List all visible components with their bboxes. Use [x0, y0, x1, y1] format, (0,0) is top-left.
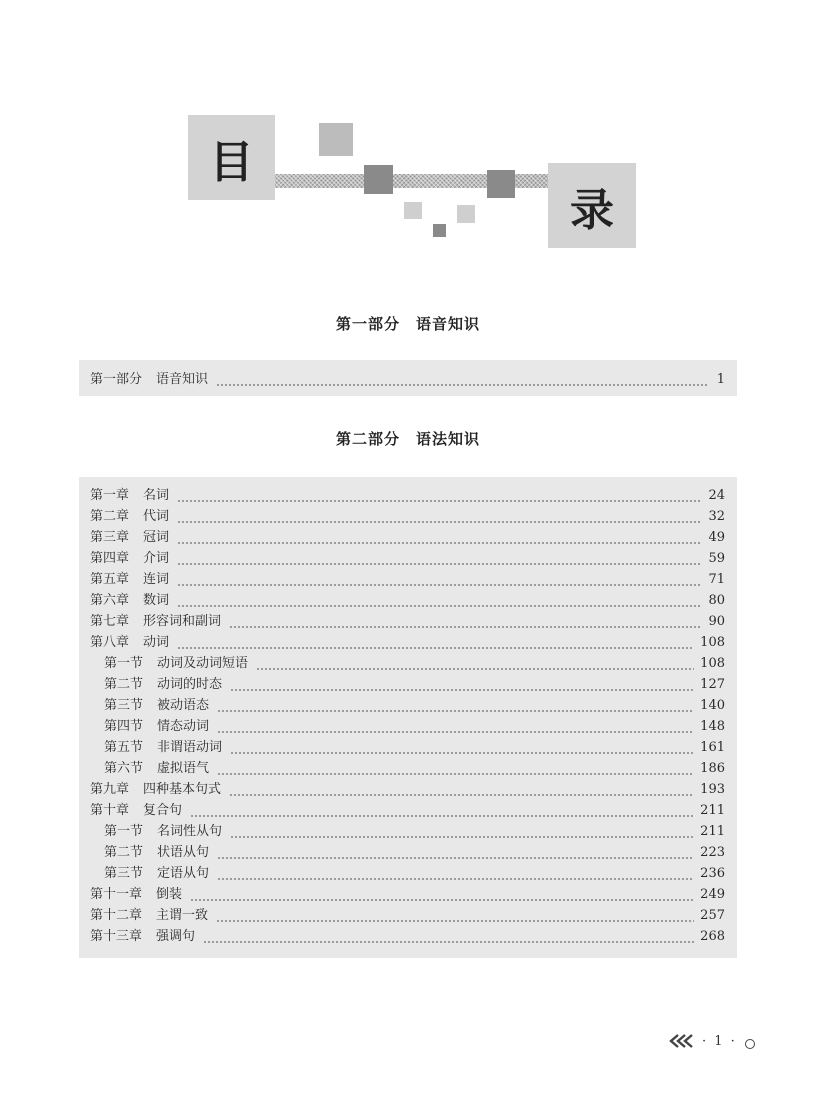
- toc-subentry[interactable]: [79, 695, 737, 716]
- leader-dots: [177, 500, 702, 502]
- toc-entry-page: 193: [700, 782, 725, 797]
- toc-entry-page: 127: [700, 677, 725, 692]
- toc-subentry[interactable]: [79, 653, 737, 674]
- toc-header-graphic: [0, 0, 816, 260]
- toc-entry-title: 介词: [143, 551, 170, 566]
- toc-entry[interactable]: [79, 548, 737, 569]
- leader-dots: [190, 899, 694, 901]
- toc-entry-number: 第一章: [90, 488, 130, 503]
- toc-entry[interactable]: [79, 800, 737, 821]
- toc-entry-page: 257: [700, 908, 725, 923]
- header-char-mu: [188, 115, 275, 200]
- toc-entry-number: 第五章: [90, 572, 130, 587]
- leader-dots: [190, 815, 694, 817]
- decor-square: [433, 224, 446, 237]
- toc-entry-number: 第三节: [104, 866, 144, 881]
- toc-entry-number: 第四章: [90, 551, 130, 566]
- toc-entry-number: 第十章: [90, 803, 130, 818]
- part1-toc-list: [79, 360, 737, 390]
- toc-subentry[interactable]: [79, 863, 737, 884]
- triple-chevron-left-icon: [668, 1034, 698, 1048]
- toc-entry-page: 108: [700, 656, 725, 671]
- toc-subentry[interactable]: [79, 716, 737, 737]
- toc-entry[interactable]: [79, 905, 737, 926]
- leader-dots: [177, 521, 702, 523]
- leader-dots: [177, 563, 702, 565]
- toc-entry-title: 名词: [143, 488, 170, 503]
- toc-entry-page: 49: [708, 530, 725, 545]
- toc-entry-title: 复合句: [143, 803, 183, 818]
- toc-entry-title: 虚拟语气: [157, 761, 210, 776]
- toc-entry-title: 语音知识: [156, 372, 209, 387]
- leader-dots: [217, 731, 694, 733]
- leader-dots: [177, 584, 702, 586]
- leader-dots: [216, 384, 709, 386]
- leader-dots: [216, 920, 694, 922]
- toc-entry-number: 第一节: [104, 656, 144, 671]
- toc-entry-title: 非谓语动词: [157, 740, 223, 755]
- toc-entry-title: 动词及动词短语: [157, 656, 249, 671]
- toc-entry-number: 第三章: [90, 530, 130, 545]
- toc-entry-number: 第一节: [104, 824, 144, 839]
- toc-entry-number: 第一部分: [90, 372, 143, 387]
- decor-square: [457, 205, 475, 223]
- toc-entry-title: 四种基本句式: [143, 782, 222, 797]
- toc-entry-title: 动词的时态: [157, 677, 223, 692]
- circle-icon: [745, 1039, 755, 1049]
- toc-entry-title: 数词: [143, 593, 170, 608]
- toc-entry-title: 倒装: [156, 887, 183, 902]
- part1-toc-box: [79, 360, 737, 396]
- part2-title: 第二部分 语法知识: [335, 430, 480, 448]
- header-char-lu: [548, 163, 636, 248]
- toc-subentry[interactable]: [79, 674, 737, 695]
- toc-entry[interactable]: [79, 779, 737, 800]
- part2-toc-list: [79, 477, 737, 947]
- toc-entry-number: 第十二章: [90, 908, 143, 923]
- toc-subentry[interactable]: [79, 842, 737, 863]
- toc-entry-number: 第三节: [104, 698, 144, 713]
- toc-entry-page: 223: [700, 845, 725, 860]
- toc-entry-number: 第四节: [104, 719, 144, 734]
- toc-entry-page: 140: [700, 698, 725, 713]
- leader-dots: [203, 941, 694, 943]
- leader-dots: [230, 752, 694, 754]
- toc-entry[interactable]: [79, 506, 737, 527]
- toc-entry-page: 148: [700, 719, 725, 734]
- toc-entry-page: 90: [708, 614, 725, 629]
- toc-entry[interactable]: [79, 632, 737, 653]
- leader-dots: [177, 605, 702, 607]
- toc-entry[interactable]: [79, 569, 737, 590]
- toc-entry-title: 冠词: [143, 530, 170, 545]
- leader-dots: [229, 626, 702, 628]
- part1-title: 第一部分 语音知识: [335, 315, 480, 333]
- toc-entry-title: 代词: [143, 509, 170, 524]
- toc-entry-number: 第八章: [90, 635, 130, 650]
- toc-entry-title: 定语从句: [157, 866, 210, 881]
- toc-entry-page: 80: [708, 593, 725, 608]
- toc-entry[interactable]: [79, 611, 737, 632]
- toc-entry-page: 161: [700, 740, 725, 755]
- toc-entry-page: 59: [708, 551, 725, 566]
- toc-entry-page: 24: [708, 488, 725, 503]
- toc-entry[interactable]: [79, 485, 737, 506]
- decor-square: [319, 123, 353, 156]
- part2-toc-box: [79, 477, 737, 958]
- toc-entry[interactable]: [79, 369, 737, 390]
- leader-dots: [230, 836, 694, 838]
- decor-square: [364, 165, 393, 194]
- toc-entry-page: 211: [700, 803, 725, 818]
- toc-subentry[interactable]: [79, 758, 737, 779]
- leader-dots: [177, 647, 694, 649]
- leader-dots: [256, 668, 694, 670]
- toc-entry-number: 第六节: [104, 761, 144, 776]
- toc-entry-title: 被动语态: [157, 698, 210, 713]
- toc-entry-page: 32: [708, 509, 725, 524]
- toc-entry-page: 108: [700, 635, 725, 650]
- toc-entry-page: 211: [700, 824, 725, 839]
- header-char-lu-text: 录: [570, 184, 614, 236]
- toc-entry-number: 第二节: [104, 845, 144, 860]
- leader-dots: [230, 689, 694, 691]
- toc-entry-page: 1: [716, 372, 725, 387]
- toc-entry-title: 强调句: [156, 929, 196, 944]
- toc-entry-page: 186: [700, 761, 725, 776]
- toc-entry[interactable]: [79, 884, 737, 905]
- toc-entry-title: 连词: [143, 572, 170, 587]
- toc-subentry[interactable]: [79, 821, 737, 842]
- leader-dots: [177, 542, 702, 544]
- toc-entry-page: 268: [700, 929, 725, 944]
- toc-entry-number: 第七章: [90, 614, 130, 629]
- toc-entry-page: 236: [700, 866, 725, 881]
- toc-entry-number: 第五节: [104, 740, 144, 755]
- leader-dots: [217, 857, 694, 859]
- leader-dots: [217, 878, 694, 880]
- header-char-mu-text: 目: [209, 136, 254, 188]
- decor-square: [404, 202, 422, 219]
- leader-dots: [217, 710, 694, 712]
- toc-entry-page: 249: [700, 887, 725, 902]
- toc-entry-number: 第九章: [90, 782, 130, 797]
- toc-entry-number: 第二章: [90, 509, 130, 524]
- toc-subentry[interactable]: [79, 737, 737, 758]
- leader-dots: [217, 773, 694, 775]
- toc-entry-title: 主谓一致: [156, 908, 209, 923]
- toc-entry-title: 情态动词: [157, 719, 210, 734]
- toc-entry[interactable]: [79, 590, 737, 611]
- toc-entry-number: 第六章: [90, 593, 130, 608]
- page-footer: [668, 1030, 768, 1052]
- toc-entry-title: 动词: [143, 635, 170, 650]
- toc-entry-title: 状语从句: [157, 845, 210, 860]
- toc-entry-number: 第十三章: [90, 929, 143, 944]
- toc-entry-page: 71: [708, 572, 725, 587]
- toc-entry-title: 形容词和副词: [143, 614, 222, 629]
- toc-entry-title: 名词性从句: [157, 824, 223, 839]
- toc-entry-number: 第十一章: [90, 887, 143, 902]
- page-number: · 1 ·: [702, 1033, 737, 1049]
- decor-square: [487, 170, 515, 198]
- leader-dots: [229, 794, 694, 796]
- toc-entry-number: 第二节: [104, 677, 144, 692]
- toc-entry[interactable]: [79, 926, 737, 947]
- toc-entry[interactable]: [79, 527, 737, 548]
